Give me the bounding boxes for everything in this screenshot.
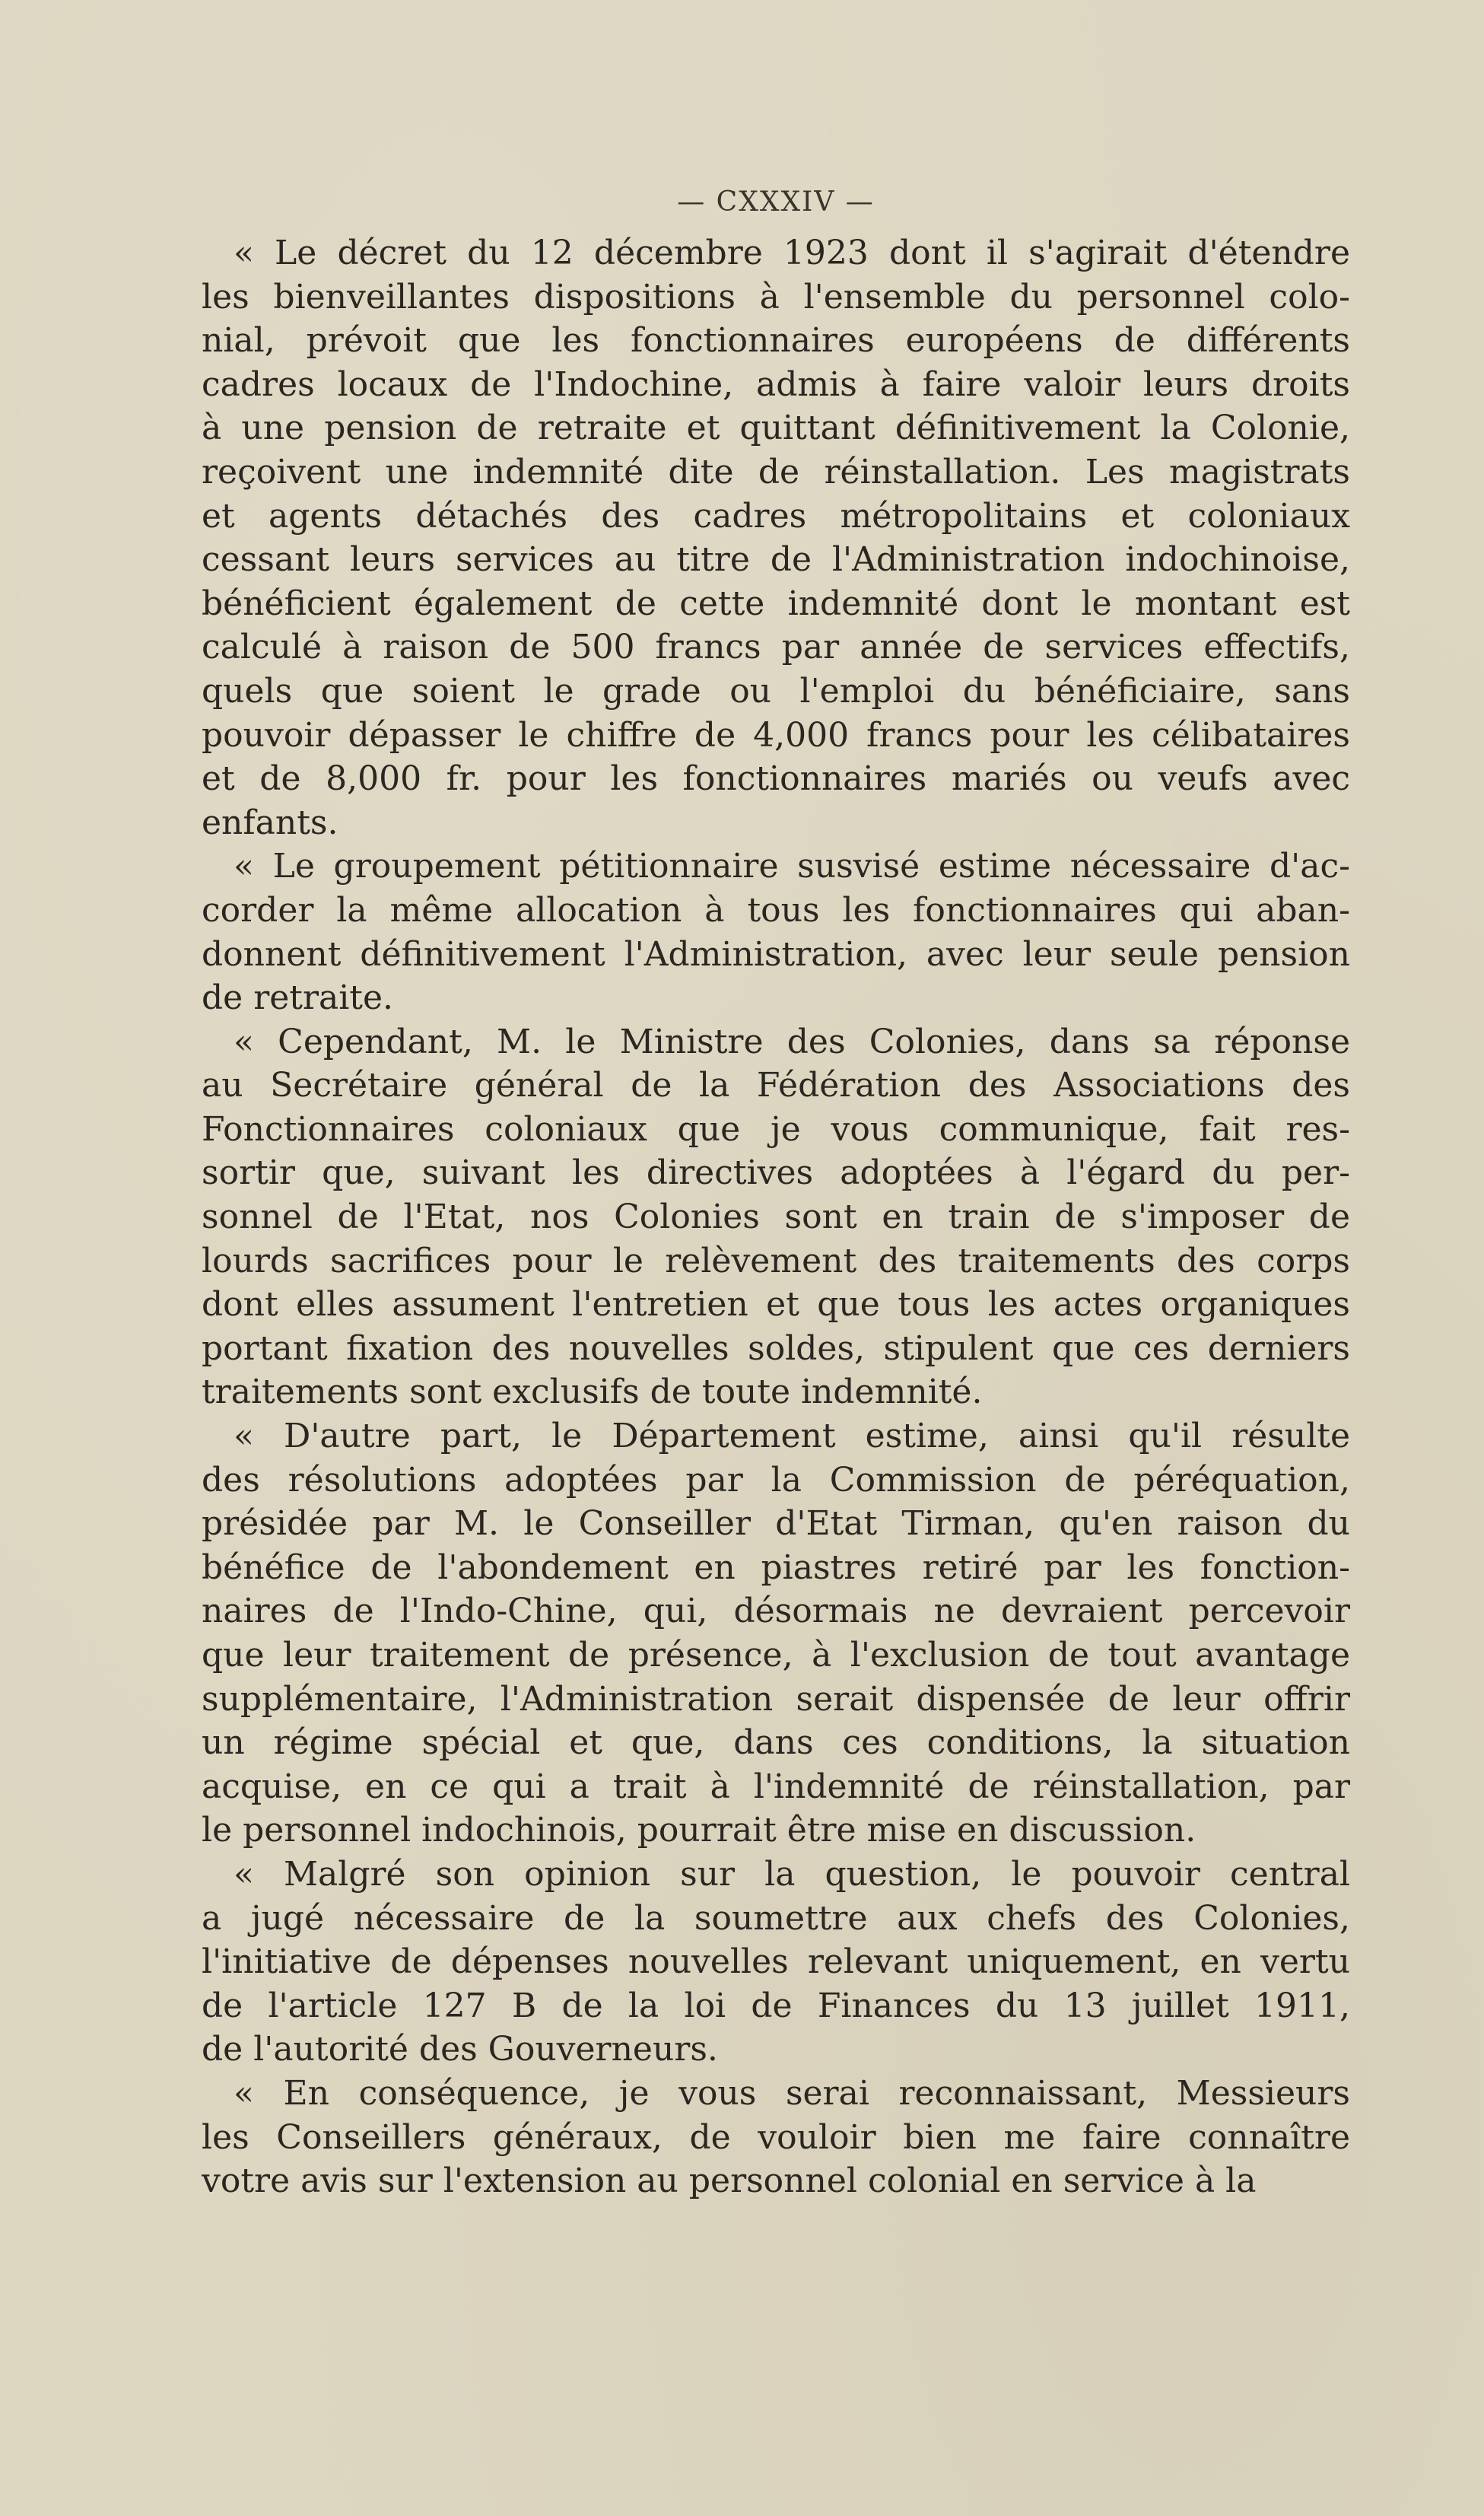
- text-line: que leur traitement de présence, à l'exclusion de tout avantage: [202, 1636, 1350, 1675]
- text-line: corder la même allocation à tous les fonctionnaires qui aban-: [202, 890, 1350, 930]
- text-line: de l'autorité des Gouverneurs.: [202, 2030, 718, 2069]
- text-line: dont elles assument l'entretien et que tous les actes organiques: [202, 1285, 1350, 1325]
- text-line: les bienveillantes dispositions à l'ensemble du personnel colo-: [202, 277, 1350, 316]
- text-line: calculé à raison de 500 francs par année de services effectifs,: [202, 628, 1350, 667]
- text-line: Fonctionnaires coloniaux que je vous communique, fait res-: [202, 1109, 1350, 1149]
- text-line: de l'article 127 B de la loi de Finances du 13 juillet 1911,: [202, 1986, 1350, 2025]
- text-line: reçoivent une indemnité dite de réinstallation. Les magistrats: [202, 452, 1350, 491]
- text-line: des résolutions adoptées par la Commission de péréquation,: [202, 1460, 1350, 1500]
- text-line: votre avis sur l'extension au personnel colonial en service à la: [202, 2161, 1257, 2201]
- text-line: « D'autre part, le Département estime, ainsi qu'il résulte: [234, 1417, 1350, 1456]
- text-line: portant fixation des nouvelles soldes, stipulent que ces derniers: [202, 1328, 1350, 1368]
- page-number-header: — CXXXIV —: [677, 186, 875, 218]
- paragraph: [202, 1020, 1350, 1414]
- paragraph: [202, 1853, 1350, 2072]
- text-line: « En conséquence, je vous serai reconnaissant, Messieurs: [234, 2073, 1350, 2113]
- text-line: quels que soient le grade ou l'emploi du bénéficiaire, sans: [202, 671, 1350, 711]
- paragraph: [202, 1414, 1350, 1853]
- text-line: donnent définitivement l'Administration, avec leur seule pension: [202, 934, 1350, 974]
- text-line: de retraite.: [202, 978, 393, 1018]
- text-line: « Le groupement pétitionnaire susvisé estime nécessaire d'ac-: [234, 847, 1350, 886]
- text-line: présidée par M. le Conseiller d'Etat Tirman, qu'en raison du: [202, 1504, 1350, 1544]
- text-line: sonnel de l'Etat, nos Colonies sont en train de s'imposer de: [202, 1198, 1350, 1237]
- paragraph: [202, 2072, 1350, 2203]
- text-line: les Conseillers généraux, de vouloir bien me faire connaître: [202, 2117, 1350, 2157]
- text-line: « Malgré son opinion sur la question, le pouvoir central: [234, 1854, 1350, 1894]
- text-line: cadres locaux de l'Indochine, admis à faire valoir leurs droits: [202, 364, 1350, 404]
- paragraph: [202, 231, 1350, 844]
- text-line: acquise, en ce qui a trait à l'indemnité de réinstallation, par: [202, 1767, 1350, 1806]
- text-line: à une pension de retraite et quittant définitivement la Colonie,: [202, 409, 1350, 448]
- text-line: un régime spécial et que, dans ces conditions, la situation: [202, 1723, 1350, 1763]
- text-line: supplémentaire, l'Administration serait dispensée de leur offrir: [202, 1679, 1350, 1719]
- text-line: sortir que, suivant les directives adoptées à l'égard du per-: [202, 1153, 1350, 1193]
- text-line: enfants.: [202, 803, 338, 842]
- text-line: le personnel indochinois, pourrait être mise en discussion.: [202, 1811, 1196, 1850]
- body-text: [202, 231, 1350, 2203]
- text-line: cessant leurs services au titre de l'Administration indochinoise,: [202, 540, 1350, 580]
- text-line: « Le décret du 12 décembre 1923 dont il s'agirait d'étendre: [234, 234, 1350, 272]
- text-line: « Cependant, M. le Ministre des Colonies, dans sa réponse: [234, 1022, 1350, 1061]
- document-page: [202, 183, 1350, 2203]
- text-line: l'initiative de dépenses nouvelles relevant uniquement, en vertu: [202, 1942, 1350, 1982]
- paragraph: [202, 844, 1350, 1019]
- text-line: a jugé nécessaire de la soumettre aux chefs des Colonies,: [202, 1898, 1350, 1938]
- text-line: pouvoir dépasser le chiffre de 4,000 francs pour les célibataires: [202, 715, 1350, 755]
- text-line: naires de l'Indo-Chine, qui, désormais ne devraient percevoir: [202, 1592, 1350, 1631]
- text-line: lourds sacrifices pour le relèvement des traitements des corps: [202, 1241, 1350, 1280]
- text-line: nial, prévoit que les fonctionnaires européens de différents: [202, 321, 1350, 361]
- text-line: et de 8,000 fr. pour les fonctionnaires mariés ou veufs avec: [202, 759, 1350, 799]
- text-line: au Secrétaire général de la Fédération des Associations des: [202, 1066, 1350, 1105]
- text-line: traitements sont exclusifs de toute indemnité.: [202, 1373, 983, 1412]
- text-line: bénéficient également de cette indemnité dont le montant est: [202, 584, 1350, 623]
- text-line: et agents détachés des cadres métropolitains et coloniaux: [202, 496, 1350, 536]
- text-line: bénéfice de l'abondement en piastres retiré par les fonction-: [202, 1547, 1350, 1587]
